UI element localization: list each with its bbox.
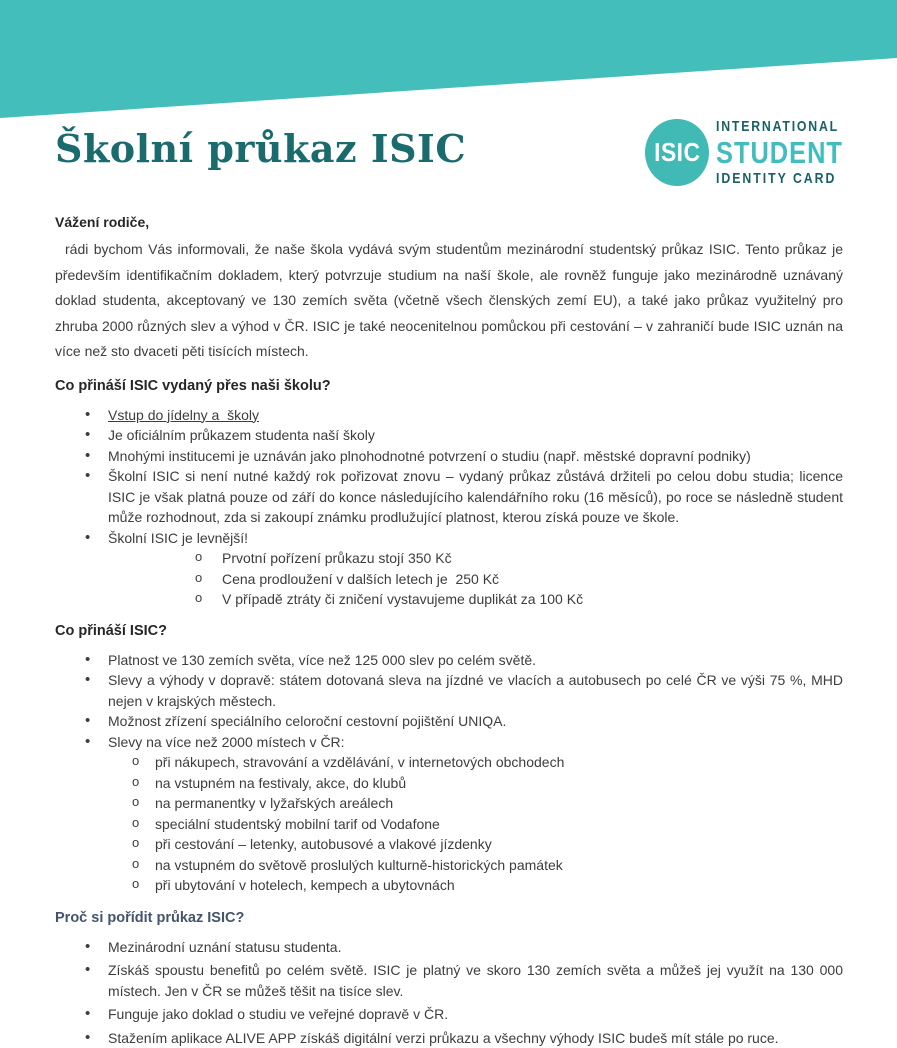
- letter-body: [55, 212, 843, 1048]
- list-item: • Funguje jako doklad o studiu ve veřejné dopravě v ČR.: [55, 1004, 843, 1025]
- header-banner: [0, 0, 897, 120]
- list-item: • Školní ISIC je levnější!: [55, 528, 843, 549]
- list-item: o při cestování – letenky, autobusové a vlakové jízdenky: [55, 834, 843, 855]
- list-item: [55, 405, 843, 426]
- isic-logo-wordmark: [716, 119, 871, 186]
- list-item: • Školní ISIC si není nutné každý rok pořizovat znovu – vydaný průkaz zůstává držiteli po celou dobu studia; licence ISIC je však platná pouze od září do konce následujícího kalendářního roku (16 měsíců), po roce se následně student může rozhodnout, zda si zakoupí známku prodlužující platnost, kterou získá pouze ve škole.: [55, 466, 843, 528]
- list-item: • Slevy na více než 2000 místech v ČR:: [55, 732, 843, 753]
- list-item-text: Vstup do jídelny a školy: [108, 407, 259, 423]
- list-item: o speciální studentský mobilní tarif od Vodafone: [55, 814, 843, 835]
- discounts-sublist: [55, 752, 843, 896]
- salutation: Vážení rodiče,: [55, 212, 843, 233]
- pricing-sublist: [55, 548, 843, 610]
- list-item: • Platnost ve 130 zemích světa, více než 125 000 slev po celém světě.: [55, 650, 843, 671]
- list-item: o na vstupném na festivaly, akce, do klubů: [55, 773, 843, 794]
- list-item: o při nákupech, stravování a vzdělávání, v internetových obchodech: [55, 752, 843, 773]
- list-item: • Získáš spoustu benefitů po celém světě. ISIC je platný ve skoro 130 zemích světa a můžeš jej využít na 130 000 místech. Jen v ČR se můžeš těšit na tisíce slev.: [55, 960, 843, 1001]
- list-item: • Je oficiálním průkazem studenta naší školy: [55, 425, 843, 446]
- why-isic-list: [55, 937, 843, 1048]
- list-item: • Stažením aplikace ALIVE APP získáš digitální verzi průkazu a všechny výhody ISIC budeš mít stále po ruce.: [55, 1028, 843, 1048]
- isic-logo-badge: [645, 119, 709, 186]
- list-item: o na vstupném do světově proslulých kulturně-historických památek: [55, 855, 843, 876]
- list-item: o Cena prodloužení v dalších letech je 250 Kč: [55, 569, 843, 590]
- school-isic-benefits-list: [55, 405, 843, 549]
- list-item: • Možnost zřízení speciálního celoroční cestovní pojištění UNIQA.: [55, 711, 843, 732]
- list-item: • Mezinárodní uznání statusu studenta.: [55, 937, 843, 958]
- intro-paragraph: rádi bychom Vás informovali, že naše škola vydává svým studentům mezinárodní studentský průkaz ISIC. Tento průkaz je především identifikačním dokladem, který potvrzuje studium na naší škole, ale rovněž funguje jako mezinárodně uznávaný doklad studenta, akceptovaný ve 130 zemích světa (včetně všech členských zemí EU), a také jako průkaz využitelný pro zhruba 2000 různých slev a výhod v ČR. ISIC je také neocenitelnou pomůckou při cestování – v zahraničí bude ISIC uznán na více než sto dvaceti pěti tisících místech.: [55, 237, 843, 365]
- logo-line-identity-card: IDENTITY CARD: [716, 171, 836, 186]
- isic-logo-badge-text: ISIC: [654, 137, 700, 168]
- section-heading-school-isic: Co přináší ISIC vydaný přes naši školu?: [55, 376, 843, 397]
- list-item: • Slevy a výhody v dopravě: státem dotovaná sleva na jízdné ve vlacích a autobusech po celé ČR ve výši 75 %, MHD nejen v krajských městech.: [55, 670, 843, 711]
- logo-line-international: INTERNATIONAL: [716, 119, 839, 134]
- isic-logo: [645, 119, 871, 186]
- list-item: o na permanentky v lyžařských areálech: [55, 793, 843, 814]
- list-item: o Prvotní pořízení průkazu stojí 350 Kč: [55, 548, 843, 569]
- section-heading-isic-benefits: Co přináší ISIC?: [55, 621, 843, 642]
- list-item: o při ubytování v hotelech, kempech a ubytovnách: [55, 875, 843, 896]
- page-title: Školní průkaz ISIC: [55, 126, 466, 171]
- list-item: o V případě ztráty či zničení vystavujeme duplikát za 100 Kč: [55, 589, 843, 610]
- list-item: • Mnohými institucemi je uznáván jako plnohodnotné potvrzení o studiu (např. městské dopravní podniky): [55, 446, 843, 467]
- logo-line-student: STUDENT: [716, 137, 843, 168]
- section-heading-why-isic: Proč si pořídit průkaz ISIC?: [55, 908, 843, 929]
- isic-benefits-list: [55, 650, 843, 753]
